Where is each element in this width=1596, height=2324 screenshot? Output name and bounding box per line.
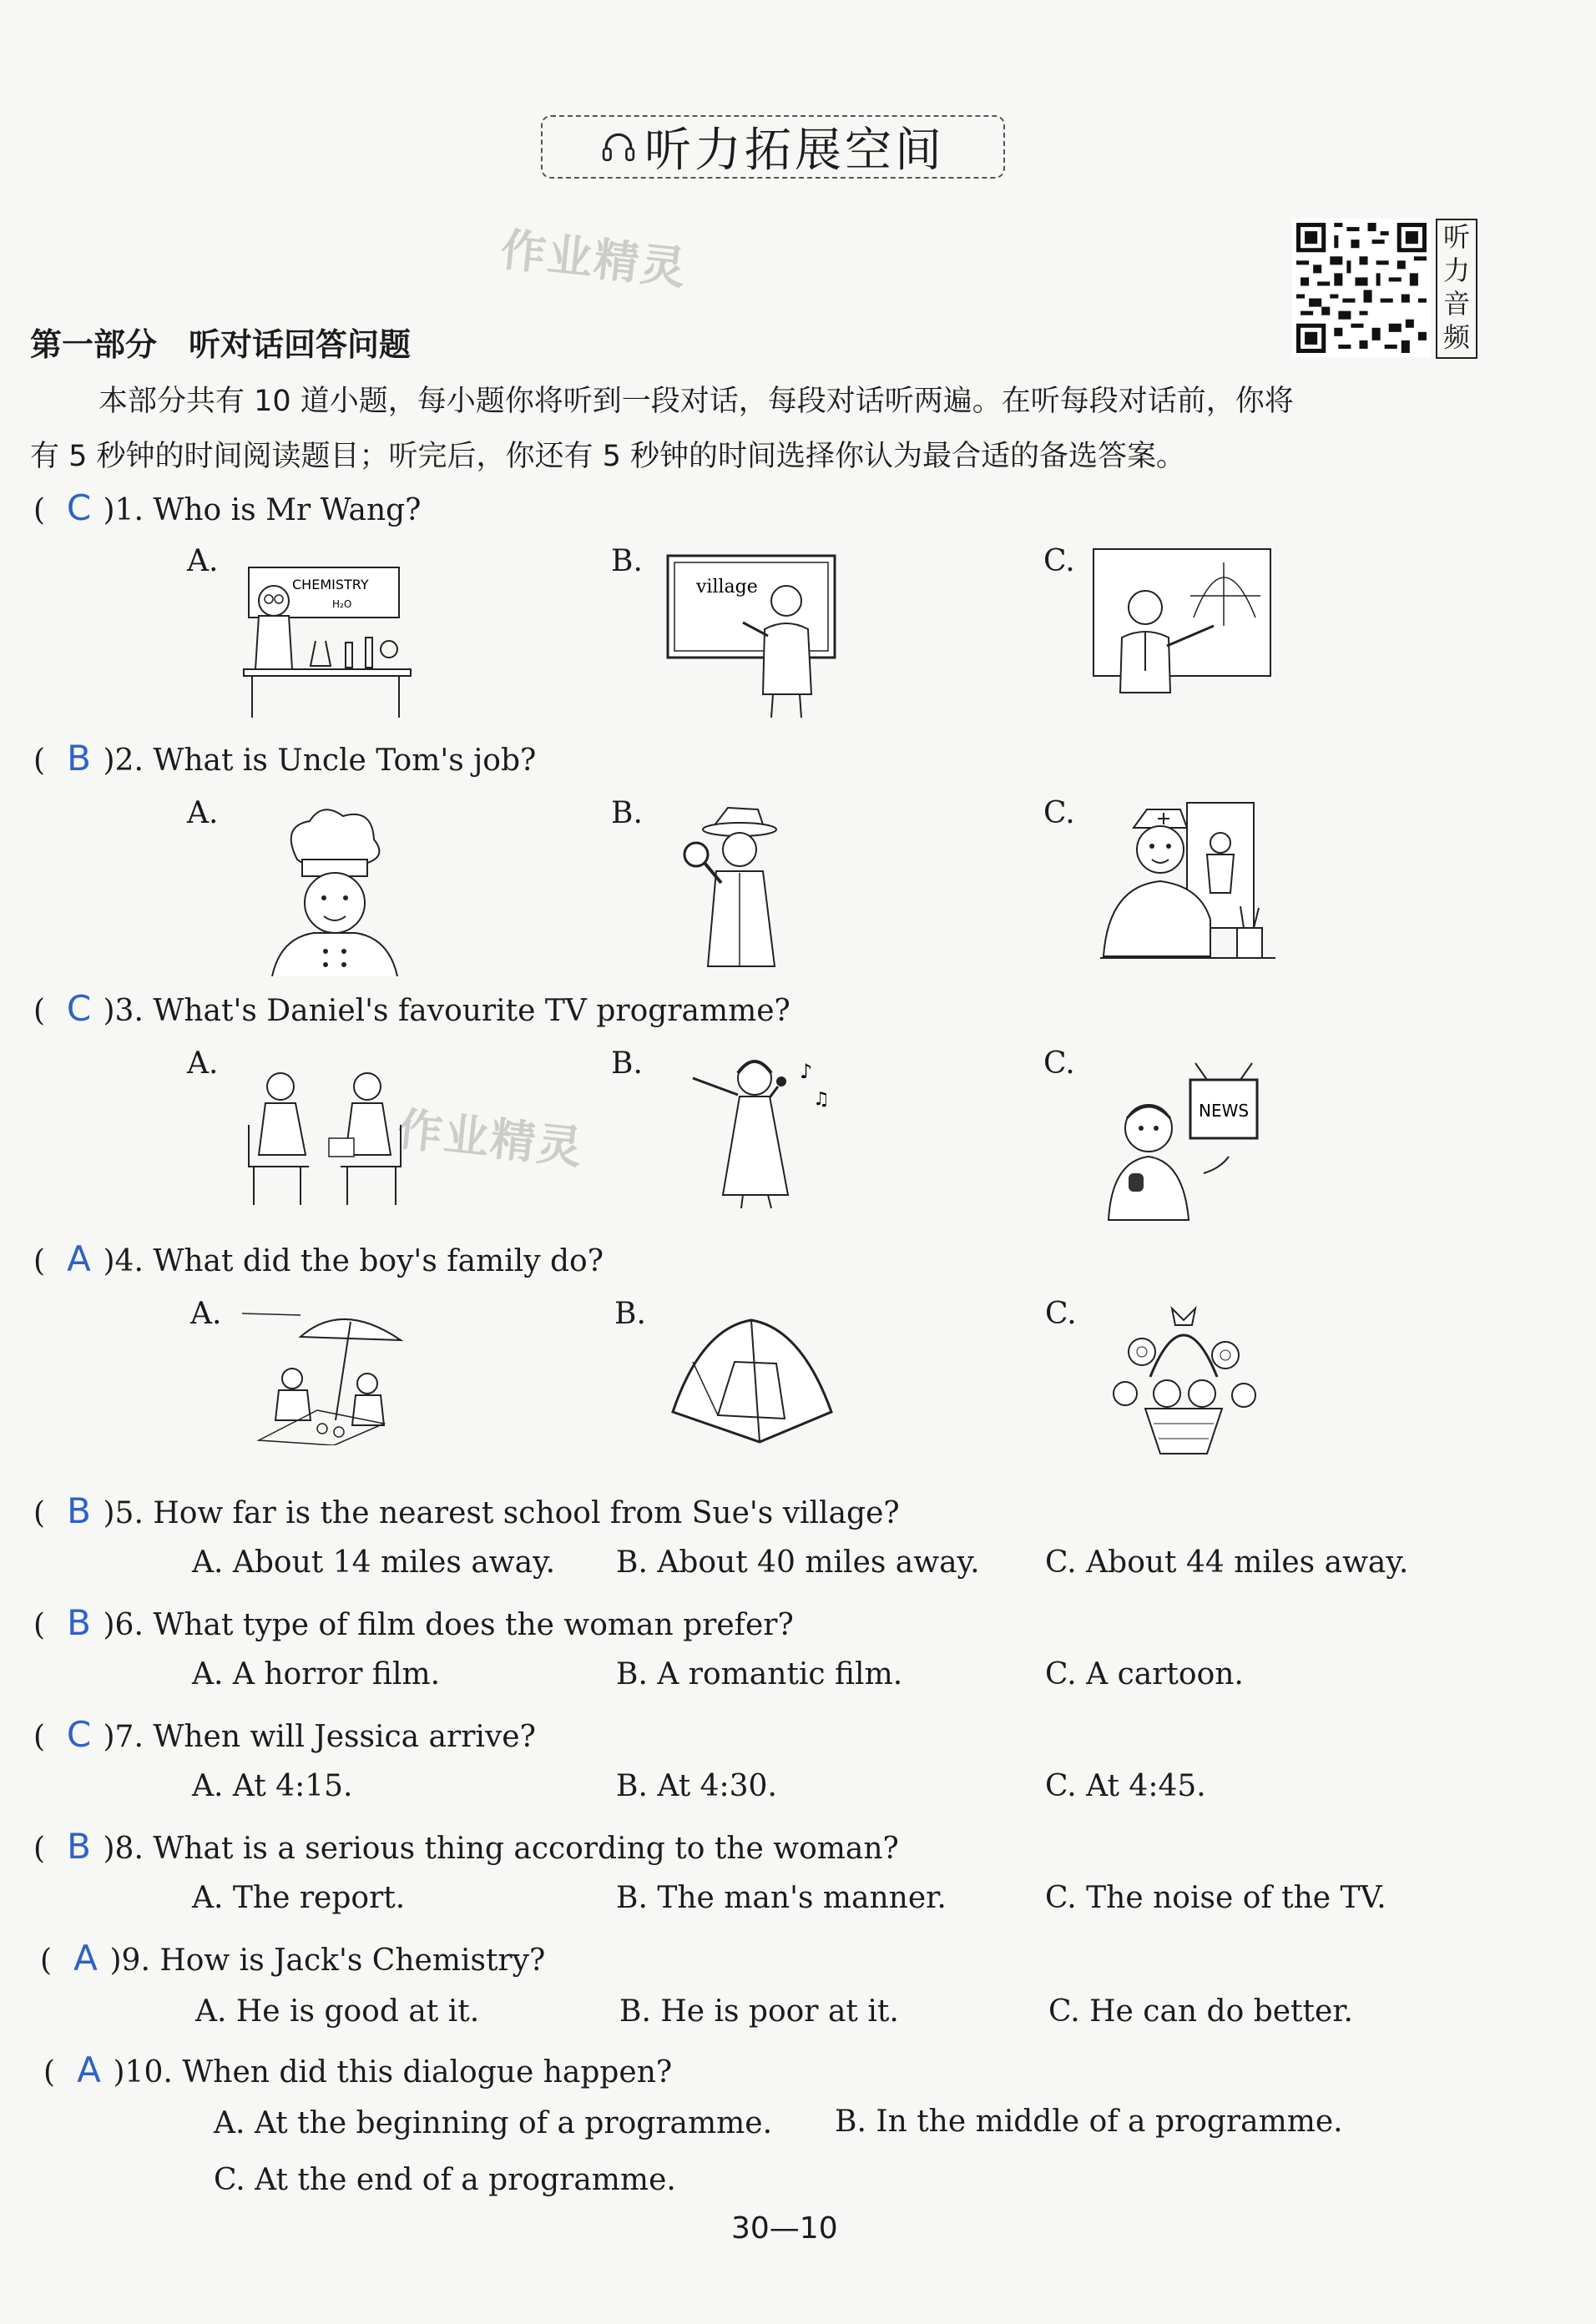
question-number: )2. — [103, 744, 144, 778]
qr-label-char: 频 — [1442, 321, 1470, 353]
answer-mark: A — [73, 1938, 98, 1979]
answer-mark: B — [67, 738, 91, 779]
picnic-illustration — [242, 1303, 409, 1445]
section-heading: 第一部分 听对话回答问题 — [30, 326, 412, 363]
question-number: )9. — [109, 1943, 150, 1978]
headphones-icon — [601, 129, 636, 164]
option-label: B. — [611, 796, 643, 830]
picture-text: village — [696, 577, 758, 597]
option-label: A. — [190, 1297, 222, 1331]
question-7: ( C )7. When will Jessica arrive? — [33, 1714, 536, 1755]
question-text: How is Jack's Chemistry? — [159, 1943, 546, 1978]
answer-mark: C — [66, 1714, 92, 1755]
option-a: A. About 14 miles away. — [192, 1545, 556, 1580]
option-label: C. — [1043, 544, 1075, 578]
question-4: ( A )4. What did the boy's family do? — [33, 1238, 604, 1279]
option-a: A. The report. — [192, 1881, 406, 1915]
question-number: )6. — [103, 1608, 144, 1642]
question-number: )1. — [103, 493, 144, 527]
option-label: A. — [187, 796, 219, 830]
option-c: C. At the end of a programme. — [214, 2163, 676, 2197]
option-label: C. — [1045, 1297, 1077, 1331]
option-label: B. — [614, 1297, 646, 1331]
news-reporter-illustration — [1104, 1056, 1270, 1223]
question-1: ( C )1. Who is Mr Wang? — [33, 487, 422, 528]
question-number: )8. — [103, 1832, 144, 1866]
option-a: A. He is good at it. — [195, 1994, 480, 2029]
question-text: When did this dialogue happen? — [182, 2055, 673, 2090]
question-5: ( B )5. How far is the nearest school from Sue's village? — [33, 1490, 900, 1531]
option-c: C. The noise of the TV. — [1045, 1881, 1386, 1915]
question-number: )5. — [103, 1496, 144, 1530]
option-b: B. He is poor at it. — [619, 1994, 899, 2029]
math-teacher-illustration — [1090, 546, 1274, 704]
option-c: C. About 44 miles away. — [1045, 1545, 1409, 1580]
answer-mark: B — [67, 1490, 91, 1531]
chemistry-teacher-illustration — [240, 561, 416, 719]
chef-illustration — [264, 801, 406, 976]
talk-show-illustration — [242, 1058, 409, 1208]
option-label: A. — [187, 1046, 219, 1081]
question-text: What type of film does the woman prefer? — [153, 1608, 794, 1642]
flower-basket-illustration — [1100, 1302, 1267, 1460]
question-text: Who is Mr Wang? — [153, 493, 422, 527]
question-text: What's Daniel's favourite TV programme? — [153, 994, 790, 1028]
village-teacher-illustration — [664, 552, 840, 719]
question-text: What is Uncle Tom's job? — [153, 744, 537, 778]
option-b: B. The man's manner. — [616, 1881, 947, 1915]
question-9: ( A )9. How is Jack's Chemistry? — [40, 1938, 546, 1979]
picture-text: H₂O — [332, 598, 352, 610]
page-title: 听力拓展空间 — [644, 124, 945, 178]
option-label: B. — [611, 544, 643, 578]
qr-label-char: 力 — [1442, 255, 1470, 286]
option-c: C. He can do better. — [1048, 1994, 1353, 2029]
question-10: ( A )10. When did this dialogue happen? — [43, 2049, 673, 2090]
answer-mark: A — [77, 2049, 101, 2090]
option-b: B. At 4:30. — [616, 1769, 777, 1803]
answer-mark: B — [67, 1602, 91, 1643]
question-text: What is a serious thing according to the woman? — [153, 1832, 899, 1866]
question-text: How far is the nearest school from Sue's village? — [153, 1496, 900, 1530]
question-2: ( B )2. What is Uncle Tom's job? — [33, 738, 537, 779]
qr-label-char: 音 — [1442, 288, 1470, 320]
answer-mark: C — [66, 487, 92, 528]
qr-code-block[interactable] — [1292, 219, 1477, 357]
intro-line-2: 有 5 秒钟的时间阅读题目；听完后，你还有 5 秒钟的时间选择你认为最合适的备选答案。 — [30, 440, 1186, 473]
section-intro — [30, 374, 1533, 484]
option-label: C. — [1043, 796, 1075, 830]
question-number: )3. — [103, 994, 144, 1028]
option-label: A. — [187, 544, 219, 578]
question-number: )4. — [103, 1244, 144, 1278]
option-a: A. At 4:15. — [192, 1769, 353, 1803]
question-text: What did the boy's family do? — [153, 1244, 604, 1278]
qr-code-icon[interactable] — [1292, 219, 1431, 357]
picture-text: CHEMISTRY — [292, 577, 369, 592]
intro-line-1: 本部分共有 10 道小题，每小题你将听到一段对话，每段对话听两遍。在听每段对话前，你将 — [98, 385, 1294, 418]
svg-text:♪: ♪ — [800, 1060, 813, 1083]
option-a: A. A horror film. — [192, 1657, 441, 1691]
tent-illustration — [668, 1312, 835, 1445]
option-b: B. In the middle of a programme. — [835, 2105, 1343, 2139]
page-number: 30—10 — [731, 2211, 838, 2246]
option-c: C. A cartoon. — [1045, 1657, 1244, 1691]
singer-illustration — [684, 1053, 835, 1212]
watermark: 作业精灵 — [394, 1102, 587, 1175]
option-b: B. About 40 miles away. — [616, 1545, 980, 1580]
option-a: A. At the beginning of a programme. — [214, 2106, 773, 2140]
qr-label-char: 听 — [1442, 221, 1470, 253]
question-8: ( B )8. What is a serious thing according to the woman? — [33, 1826, 899, 1867]
detective-illustration — [678, 799, 803, 975]
answer-mark: B — [67, 1826, 91, 1867]
question-number: )10. — [113, 2055, 173, 2090]
question-3: ( C )3. What's Daniel's favourite TV programme? — [33, 988, 790, 1029]
svg-text:♫: ♫ — [813, 1089, 830, 1110]
question-number: )7. — [103, 1720, 144, 1754]
qr-audio-label — [1436, 219, 1477, 359]
option-b: B. A romantic film. — [616, 1657, 903, 1691]
option-label: B. — [611, 1046, 643, 1081]
answer-mark: A — [67, 1238, 91, 1279]
answer-mark: C — [66, 988, 92, 1029]
watermark: 作业精灵 — [497, 223, 690, 295]
picture-text: NEWS — [1199, 1101, 1250, 1121]
option-label: C. — [1043, 1046, 1075, 1081]
question-text: When will Jessica arrive? — [153, 1720, 536, 1754]
question-6: ( B )6. What type of film does the woman prefer? — [33, 1602, 794, 1643]
option-c: C. At 4:45. — [1045, 1769, 1206, 1803]
section-title-box — [541, 115, 1005, 179]
doctor-illustration — [1100, 794, 1275, 970]
